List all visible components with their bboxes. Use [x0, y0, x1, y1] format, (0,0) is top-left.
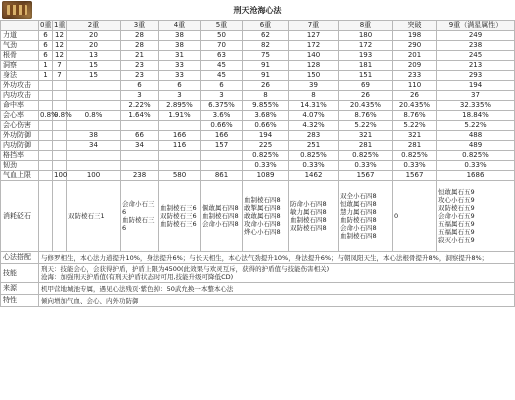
stone-item: 血制棱石四8 — [340, 232, 377, 240]
stone-list-cell — [201, 181, 243, 252]
row-label: 格挡率 — [1, 151, 39, 161]
table-cell — [39, 161, 53, 171]
table-cell: 193 — [339, 51, 393, 61]
row-label: 洞察 — [1, 61, 39, 71]
table-cell: 23 — [121, 61, 159, 71]
table-cell: 5.22% — [437, 121, 515, 131]
table-cell — [67, 101, 121, 111]
table-cell — [121, 161, 159, 171]
column-header: 0重 — [40, 21, 52, 29]
table-cell: 321 — [393, 131, 437, 141]
table-cell: 33 — [159, 71, 201, 81]
table-cell: 0.33% — [339, 161, 393, 171]
table-header-row — [1, 21, 515, 31]
table-row — [1, 81, 515, 91]
info-line: 倾向增加气血、会心、内外功防御 — [41, 296, 139, 305]
stone-item: 血制棱石三6 — [160, 204, 197, 212]
table-cell — [53, 161, 67, 171]
table-cell: 13 — [67, 51, 121, 61]
table-row — [1, 121, 515, 131]
stone-list-cell — [393, 181, 437, 252]
table-cell: 3.6% — [201, 111, 243, 121]
info-row — [1, 264, 515, 283]
table-cell: 1.64% — [121, 111, 159, 121]
table-cell: 1 — [39, 61, 53, 71]
stone-item: 偃敢属石四8 — [202, 204, 239, 212]
stone-item: 敢掣属石四8 — [244, 204, 281, 212]
table-cell: 251 — [289, 141, 339, 151]
table-cell: 8.76% — [393, 111, 437, 121]
stone-item: 会命小石五9 — [438, 212, 475, 220]
table-cell: 3 — [121, 91, 159, 101]
table-cell: 6 — [39, 41, 53, 51]
table-cell: 249 — [437, 31, 515, 41]
table-cell — [53, 81, 67, 91]
table-cell: 127 — [289, 31, 339, 41]
table-cell: 37 — [437, 91, 515, 101]
table-cell: 151 — [339, 71, 393, 81]
row-label: 技能 — [1, 264, 39, 283]
column-header: 2重 — [67, 21, 121, 31]
table-cell — [53, 121, 67, 131]
table-cell: 8 — [289, 91, 339, 101]
table-cell: 34 — [67, 141, 121, 151]
stone-list-cell — [159, 181, 201, 252]
info-text — [39, 283, 515, 295]
table-cell: 75 — [243, 51, 289, 61]
table-cell: 1.91% — [159, 111, 201, 121]
info-row — [1, 295, 515, 307]
table-cell: 209 — [393, 61, 437, 71]
table-cell — [201, 161, 243, 171]
stone-list-cell — [39, 181, 53, 252]
table-cell — [53, 101, 67, 111]
table-cell: 281 — [339, 141, 393, 151]
column-header: 突破 — [393, 21, 437, 31]
stone-item: 双全小石四8 — [340, 192, 377, 200]
table-cell: 7 — [53, 71, 67, 81]
table-cell — [39, 131, 53, 141]
info-row — [1, 252, 515, 264]
stone-item: 敢敢属石四8 — [244, 212, 281, 220]
table-cell: 100 — [67, 171, 121, 181]
column-header — [1, 21, 39, 31]
table-cell: 18.84% — [437, 111, 515, 121]
table-row — [1, 71, 515, 81]
table-cell: 0.8% — [67, 111, 121, 121]
stone-list-cell — [437, 181, 515, 252]
stone-item: 双防棱石四8 — [290, 224, 327, 232]
table-cell — [67, 81, 121, 91]
stone-item: 五福属石五9 — [438, 228, 475, 236]
table-cell: 110 — [393, 81, 437, 91]
info-text — [39, 264, 515, 283]
table-cell: 172 — [339, 41, 393, 51]
column-header: 1重 — [54, 21, 66, 29]
table-cell: 180 — [339, 31, 393, 41]
table-cell: 1 — [39, 71, 53, 81]
stone-item: 烨心小石四8 — [244, 228, 281, 236]
info-line: 机甲营地城池专属，遇见心法残页·紫色掉：50武允换一本整本心法 — [41, 284, 234, 293]
table-cell: 233 — [393, 71, 437, 81]
row-label: 外功攻击 — [1, 81, 39, 91]
table-cell: 166 — [159, 131, 201, 141]
table-cell: 38 — [159, 41, 201, 51]
table-row — [1, 141, 515, 151]
stats-table — [0, 20, 515, 307]
table-cell: 0.8% — [54, 111, 72, 119]
table-cell: 12 — [53, 41, 67, 51]
table-cell: 21 — [121, 51, 159, 61]
stone-list-cell — [121, 181, 159, 252]
column-header: 9重（满星属性） — [437, 21, 515, 31]
table-cell: 281 — [393, 141, 437, 151]
table-cell: 91 — [243, 71, 289, 81]
table-cell: 20 — [67, 41, 121, 51]
table-cell: 172 — [289, 41, 339, 51]
row-label: 韧劲 — [1, 161, 39, 171]
table-cell: 0.66% — [243, 121, 289, 131]
table-cell — [39, 121, 53, 131]
table-cell: 6 — [159, 81, 201, 91]
table-cell: 213 — [437, 61, 515, 71]
table-cell: 1567 — [339, 171, 393, 181]
info-line: 与修罗相生，本心法力道提升10%，身法提升6%；与长天相生，本心法气劲提升10%，身法提升6%；与朝凤阳天生，本心法根骨提升8%，洞察提升8%； — [41, 253, 489, 262]
row-label: 消耗砭石 — [1, 181, 39, 252]
table-cell: 6 — [39, 51, 53, 61]
stone-list-cell — [243, 181, 289, 252]
stones-row — [1, 181, 515, 252]
stone-item: 血制棱石四8 — [290, 216, 327, 224]
table-cell: 321 — [339, 131, 393, 141]
table-cell: 6 — [39, 31, 53, 41]
row-label: 力道 — [1, 31, 39, 41]
page-title: 刑天沧海心法 — [233, 6, 282, 15]
row-label: 心法搭配 — [1, 252, 39, 264]
table-cell: 238 — [437, 41, 515, 51]
stone-item: 血制棱石四8 — [244, 196, 281, 204]
table-cell: 0.8% — [40, 111, 58, 119]
column-header: 5重 — [201, 21, 243, 31]
row-label: 根骨 — [1, 51, 39, 61]
table-row — [1, 41, 515, 51]
stone-item: 敏力属石四8 — [290, 208, 327, 216]
table-cell — [67, 91, 121, 101]
stone-item: 血制棱石四8 — [202, 212, 239, 220]
table-cell — [39, 91, 53, 101]
table-cell: 0.33% — [437, 161, 515, 171]
stone-item: 血防棱石三6 — [160, 220, 197, 228]
row-label: 气劲 — [1, 41, 39, 51]
table-cell: 45 — [201, 61, 243, 71]
table-cell — [121, 121, 159, 131]
table-cell: 50 — [201, 31, 243, 41]
table-cell: 8.76% — [339, 111, 393, 121]
table-cell: 34 — [121, 141, 159, 151]
table-cell: 7 — [53, 61, 67, 71]
row-label: 命中率 — [1, 101, 39, 111]
column-header: 8重 — [339, 21, 393, 31]
table-cell: 63 — [201, 51, 243, 61]
table-cell: 100 — [54, 171, 68, 179]
info-row — [1, 283, 515, 295]
table-cell: 861 — [201, 171, 243, 181]
table-cell: 3 — [159, 91, 201, 101]
table-cell — [159, 151, 201, 161]
table-cell: 26 — [393, 91, 437, 101]
table-cell: 5.22% — [339, 121, 393, 131]
stone-item: 防命小石四8 — [290, 200, 327, 208]
column-header: 4重 — [159, 21, 201, 31]
table-cell: 39 — [289, 81, 339, 91]
table-cell — [39, 171, 53, 181]
table-row — [1, 51, 515, 61]
table-row — [1, 91, 515, 101]
table-cell: 8 — [243, 91, 289, 101]
stone-item: 慧力属石四8 — [340, 208, 377, 216]
info-line: 刑天：技能会心，会获得护盾，护盾上限为4500(此效果与欢灵互斥，获得的护盾值与技能伤害相关) — [41, 265, 330, 273]
table-cell: 20.435% — [339, 101, 393, 111]
table-cell: 15 — [67, 61, 121, 71]
table-cell: 1686 — [437, 171, 515, 181]
header-bar — [0, 0, 515, 20]
table-cell: 201 — [393, 51, 437, 61]
table-row — [1, 101, 515, 111]
table-cell: 290 — [393, 41, 437, 51]
table-cell: 488 — [437, 131, 515, 141]
stone-item: 攻命小石四8 — [244, 220, 281, 228]
stone-list-cell — [339, 181, 393, 252]
table-cell: 38 — [159, 31, 201, 41]
table-cell: 0.825% — [243, 151, 289, 161]
table-cell: 32.335% — [437, 101, 515, 111]
table-cell: 38 — [67, 131, 121, 141]
table-cell: 283 — [289, 131, 339, 141]
table-cell: 245 — [437, 51, 515, 61]
table-row — [1, 111, 515, 121]
stone-item: 血防棱石三6 — [122, 216, 155, 232]
table-cell: 0.825% — [437, 151, 515, 161]
table-cell — [39, 81, 53, 91]
table-cell — [39, 151, 53, 161]
table-cell: 157 — [201, 141, 243, 151]
table-cell: 580 — [159, 171, 201, 181]
row-label: 内功防御 — [1, 141, 39, 151]
table-cell: 128 — [289, 61, 339, 71]
table-cell: 1089 — [243, 171, 289, 181]
table-cell — [159, 121, 201, 131]
row-label: 内功攻击 — [1, 91, 39, 101]
table-cell: 0.825% — [393, 151, 437, 161]
table-cell: 9.855% — [243, 101, 289, 111]
table-cell: 12 — [53, 51, 67, 61]
stone-list-cell — [67, 181, 121, 252]
table-cell: 181 — [339, 61, 393, 71]
column-header: 6重 — [243, 21, 289, 31]
table-cell: 62 — [243, 31, 289, 41]
stone-item: 恒敢属石四8 — [340, 200, 377, 208]
stone-item: 恒敢属石五9 — [438, 188, 475, 196]
table-cell — [159, 161, 201, 171]
stone-item: 会命小石四8 — [202, 220, 239, 228]
table-cell: 116 — [159, 141, 201, 151]
stone-item: 0 — [394, 212, 399, 220]
table-cell: 194 — [243, 131, 289, 141]
table-cell: 45 — [201, 71, 243, 81]
table-cell: 1462 — [289, 171, 339, 181]
stone-item: 会命小石三6 — [122, 200, 155, 216]
table-cell: 70 — [201, 41, 243, 51]
table-cell: 91 — [243, 61, 289, 71]
table-cell: 166 — [201, 131, 243, 141]
table-cell — [53, 131, 67, 141]
table-cell — [53, 141, 67, 151]
stone-item: 会命小石四8 — [340, 224, 377, 232]
stone-item: 血防棱石四8 — [340, 216, 377, 224]
table-cell — [121, 151, 159, 161]
table-cell: 20 — [67, 31, 121, 41]
row-label: 特性 — [1, 295, 39, 307]
table-cell: 0.66% — [201, 121, 243, 131]
info-text — [39, 252, 515, 264]
table-cell: 26 — [339, 91, 393, 101]
row-label: 会心伤害 — [1, 121, 39, 131]
table-cell: 489 — [437, 141, 515, 151]
table-cell: 0.33% — [289, 161, 339, 171]
table-row — [1, 151, 515, 161]
table-cell: 0.825% — [339, 151, 393, 161]
table-cell: 293 — [437, 71, 515, 81]
table-cell — [67, 161, 121, 171]
row-label: 会心率 — [1, 111, 39, 121]
table-cell: 26 — [243, 81, 289, 91]
table-cell: 198 — [393, 31, 437, 41]
table-cell: 238 — [121, 171, 159, 181]
table-cell: 82 — [243, 41, 289, 51]
table-cell: 6 — [201, 81, 243, 91]
info-line: 沧海：加强刑天护盾值(有刑天护盾状态时可用,技能升级可降低CD) — [41, 273, 234, 281]
table-cell: 6 — [121, 81, 159, 91]
row-label: 气血上限 — [1, 171, 39, 181]
table-cell: 14.31% — [289, 101, 339, 111]
stone-item: 双防棱石三1 — [68, 212, 105, 220]
stone-item: 双防棱石三6 — [160, 212, 197, 220]
row-label: 外功防御 — [1, 131, 39, 141]
table-cell — [39, 101, 53, 111]
table-cell: 3.68% — [243, 111, 289, 121]
table-cell — [67, 151, 121, 161]
row-label: 来源 — [1, 283, 39, 295]
stone-item: 攻心小石五9 — [438, 196, 475, 204]
table-row — [1, 161, 515, 171]
table-cell: 1567 — [393, 171, 437, 181]
table-cell: 194 — [437, 81, 515, 91]
table-cell: 140 — [289, 51, 339, 61]
table-cell: 4.07% — [289, 111, 339, 121]
stone-list-cell — [289, 181, 339, 252]
table-cell: 69 — [339, 81, 393, 91]
table-cell: 225 — [243, 141, 289, 151]
table-cell: 0.825% — [289, 151, 339, 161]
table-cell: 150 — [289, 71, 339, 81]
table-row — [1, 171, 515, 181]
table-cell: 0.33% — [243, 161, 289, 171]
table-cell: 33 — [159, 61, 201, 71]
table-cell: 2.22% — [121, 101, 159, 111]
stone-item: 寂灭小石五9 — [438, 236, 475, 244]
table-cell: 23 — [121, 71, 159, 81]
table-cell: 66 — [121, 131, 159, 141]
table-cell: 3 — [201, 91, 243, 101]
row-label: 身法 — [1, 71, 39, 81]
table-cell: 6.375% — [201, 101, 243, 111]
table-cell: 28 — [121, 31, 159, 41]
table-cell: 0.33% — [393, 161, 437, 171]
table-cell: 2.895% — [159, 101, 201, 111]
table-row — [1, 131, 515, 141]
table-cell: 28 — [121, 41, 159, 51]
stone-list-cell — [53, 181, 67, 252]
table-cell — [67, 121, 121, 131]
table-cell — [201, 151, 243, 161]
table-cell: 15 — [67, 71, 121, 81]
table-row — [1, 31, 515, 41]
column-header: 7重 — [289, 21, 339, 31]
table-cell — [39, 141, 53, 151]
info-text — [39, 295, 515, 307]
table-cell — [53, 91, 67, 101]
table-row — [1, 61, 515, 71]
table-cell: 20.435% — [393, 101, 437, 111]
table-cell: 12 — [53, 31, 67, 41]
stone-item: 五福属石五9 — [438, 220, 475, 228]
column-header: 3重 — [121, 21, 159, 31]
stone-item: 双防棱石五9 — [438, 204, 475, 212]
table-cell: 5.22% — [393, 121, 437, 131]
table-cell — [53, 151, 67, 161]
table-cell: 4.32% — [289, 121, 339, 131]
table-cell: 31 — [159, 51, 201, 61]
